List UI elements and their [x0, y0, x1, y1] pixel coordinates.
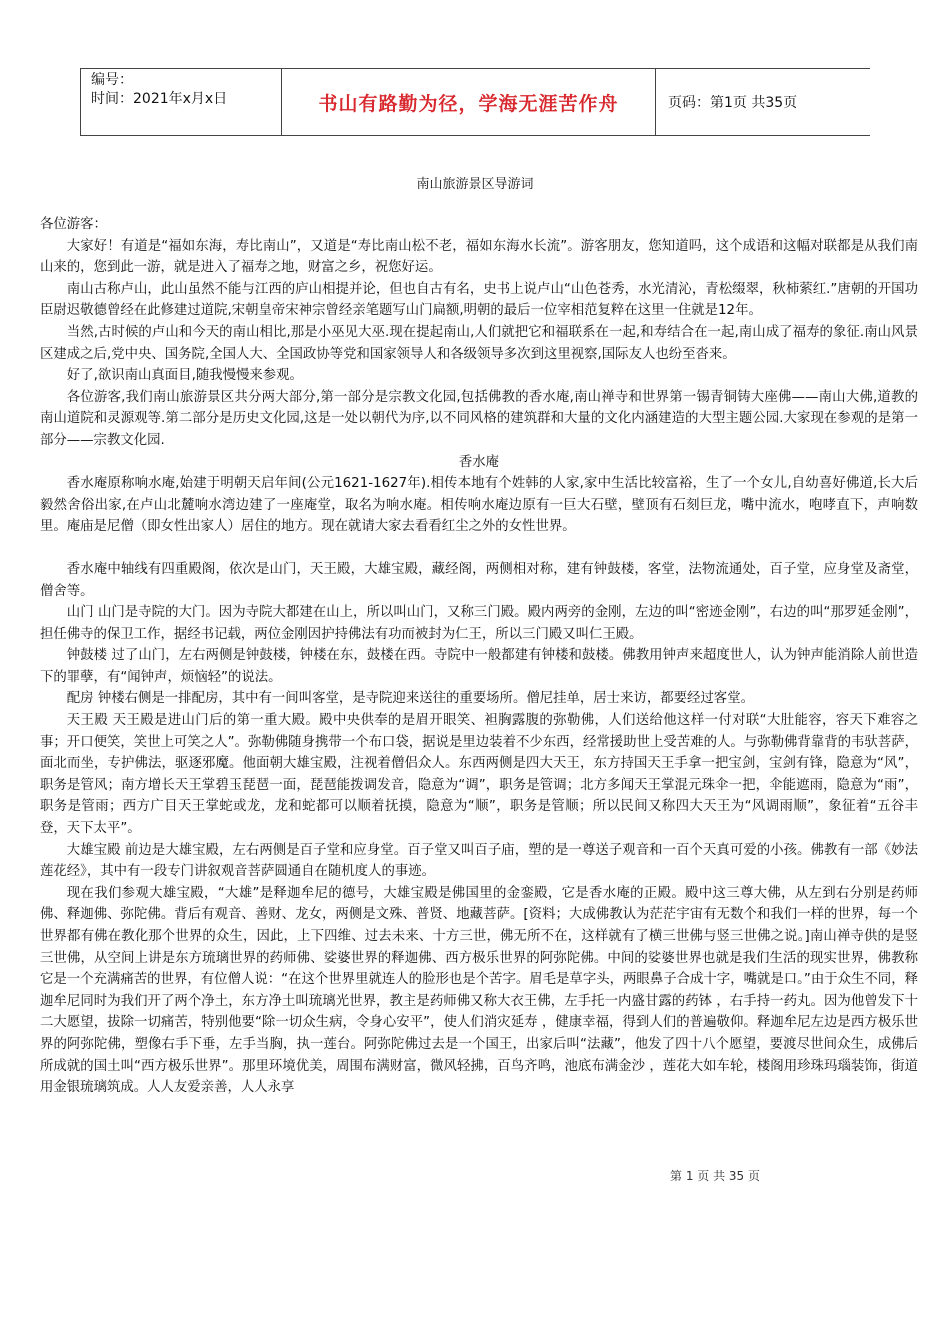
- paragraph: 山门 山门是寺院的大门。因为寺院大都建在山上，所以叫山门，又称三门殿。殿内两旁的金刚，左边的叫“密迹金刚”，右边的叫“那罗延金刚”，担任佛寺的保卫工作，据经书记载，两位金刚因护持佛法有功而被封为仁王，所以三门殿又叫仁王殿。: [40, 605, 918, 642]
- paragraph: 现在我们参观大雄宝殿，“大雄”是释迦牟尼的德号，大雄宝殿是佛国里的金銮殿，它是香水庵的正殿。殿中这三尊大佛，从左到右分别是药师佛、释迦佛、弥陀佛。背后有观音、善财、龙女，两侧是文殊、普贤、地藏菩萨。[资料；大成佛教认为茫茫宇宙有无数个和我们一样的世界，每一个世界都有佛在教化那个世界的众生，因此，上下四维、过去未来、十方三世，佛无所不在，这样就有了横三世佛与竖三世佛之说。]南山禅寺供的是竖三世佛，从空间上讲是东方琉璃世界的药师佛、娑婆世界的释迦佛、西方极乐世界的阿弥陀佛。中间的娑婆世界也就是我们生活的现实世界，佛教称它是一个充满痛苦的世界，有位僧人说：“在这个世界里就连人的脸形也是个苦字。眉毛是草字头，两眼鼻子合成十字，嘴就是口。”由于众生不同，释迦牟尼同时为我们开了两个净土，东方净土叫琉璃光世界，教主是药师佛又称大衣王佛，左手托一内盛甘露的药钵 ，右手持一药丸。因为他曾发下十二大愿望，拔除一切痛苦，特别他要“除一切众生病，令身心安平”，使人们消灾延寿 ，健康幸福，得到人们的普遍敬仰。释迦牟尼左边是西方极乐世界的阿弥陀佛，塑像右手下垂，左手当胸，执一莲台。阿弥陀佛过去是一个国王，出家后叫“法藏”，他发了四十八个愿望，要渡尽世间众生，成佛后所成就的国土叫“西方极乐世界”。那里环境优美，周围布满财富，微风轻拂，百鸟齐鸣，池底布满金沙 ，莲花大如车轮，楼阁用珍珠玛瑙装饰，街道用金银琉璃筑成。人人友爱亲善，人人永享: [40, 885, 918, 1096]
- header-meta-cell: [80, 69, 282, 135]
- page-overlay-mark: 第 1 页 共 35 页: [670, 1169, 760, 1183]
- paragraph: 香水庵原称响水庵,始建于明朝天启年间(公元1621-1627年).相传本地有个姓韩的人家,家中生活比较富裕，生了一个女儿,自幼喜好佛道,长大后毅然舍俗出家,在卢山北麓响水湾边建了一座庵堂，取名为响水庵。相传响水庵边原有一巨大石壁，壁顶有石刻巨龙，嘴中流水，咆哮直下，声响数里。庵庙是尼僧（即女性出家人）居住的地方。现在就请大家去看看红尘之外的女性世界。: [40, 476, 918, 535]
- paragraph: 好了,欲识南山真面目,随我慢慢来参观。: [66, 368, 303, 384]
- paragraph: 大雄宝殿 前边是大雄宝殿，左右两侧是百子堂和应身堂。百子堂又叫百子庙，塑的是一尊送子观音和一百个天真可爱的小孩。佛教有一部《妙法莲花经》，其中有一段专门讲叙观音菩萨圆通自在随机度人的事迹。: [40, 842, 918, 880]
- section-heading: 香水庵: [458, 454, 500, 470]
- paragraph: 钟鼓楼 过了山门，左右两侧是钟鼓楼，钟楼在东，鼓楼在西。寺院中一般都建有钟楼和鼓楼。佛教用钟声来超度世人，认为钟声能消除人前世造下的罪孽，有“闻钟声，烦恼轻”的说法。: [40, 648, 918, 685]
- date-line: 时间：2021年x月x日: [91, 91, 228, 107]
- motto: 书山有路勤为径，学海无涯苦作舟: [282, 69, 656, 135]
- header-table: [80, 68, 870, 136]
- paragraph: 各位游客,我们南山旅游景区共分两大部分,第一部分是宗教文化园,包括佛教的香水庵,南山禅寺和世界第一锡青铜铸大座佛——南山大佛,道教的南山道院和灵源观等.第二部分是历史文化园,这是一处以朝代为序,以不同风格的建筑群和大量的文化内涵建造的大型主题公园.大家现在参观的是第一部分——宗教文化园.: [40, 389, 918, 448]
- paragraph: 南山古称卢山，此山虽然不能与江西的庐山相提并论，但也自古有名，史书上说卢山“山色苍秀，水光清沁，青松缀翠，秋柿萦红.”唐朝的开国功臣尉迟敬德曾经在此修建过道院,宋朝皇帝宋神宗曾经亲笔题写山门扁额,明朝的最后一位宰相范复粹在这里一住就是12年。: [40, 281, 918, 319]
- paragraph: 大家好！有道是“福如东海，寿比南山”，又道是“寿比南山松不老，福如东海水长流”。游客朋友，您知道吗，这个成语和这幅对联都是从我们南山来的，您到此一游，就是进入了福寿之地，财富之乡，祝您好运。: [40, 238, 918, 276]
- paragraph: 当然,古时候的卢山和今天的南山相比,那是小巫见大巫.现在提起南山,人们就把它和福联系在一起,和寿结合在一起,南山成了福寿的象征.南山风景区建成之后,党中央、国务院,全国人大、全国政协等党和国家领导人和各级领导多次到这里视察,国际友人也纷至沓来。: [40, 324, 918, 362]
- document-body: [40, 214, 918, 1099]
- paragraph: 天王殿 天王殿是进山门后的第一重大殿。殿中央供奉的是眉开眼笑、袒胸露腹的弥勒佛，人们送给他这样一付对联“大肚能容，容天下难容之事；开口便笑，笑世上可笑之人”。弥勒佛随身携带一个布口袋，据说是里边装着不少东西，经常援助世上受苦难的人。与弥勒佛背靠背的韦驮菩萨，面北而坐，专护佛法，驱逐邪魔。他面朝大雄宝殿，注视着僧侣众人。东西两侧是四大天王，东方持国天王手拿一把宝剑，宝剑有锋，隐意为“风”，职务是管风；南方增长天王掌碧玉琵琶一面，琵琶能拨调发音，隐意为“调”，职务是管调；北方多闻天王掌混元珠伞一把，伞能遮雨，隐意为“雨”，职务是管雨；西方广目天王掌蛇或龙，龙和蛇都可以顺着抚摸，隐意为“顺”，职务是管顺；所以民间又称四大天王为“风调雨顺”，象征着“五谷丰登，天下太平”。: [40, 713, 918, 837]
- salutation: 各位游客：: [40, 217, 107, 232]
- number-label: 编号：: [91, 72, 133, 88]
- page-info: 页码：第1页 共35页: [668, 95, 798, 111]
- document-title: 南山旅游景区导游词: [416, 177, 534, 192]
- paragraph: 配房 钟楼右侧是一排配房，其中有一间叫客堂，是寺院迎来送往的重要场所。僧尼挂单，居士来访，都要经过客堂。: [66, 691, 754, 707]
- paragraph: 香水庵中轴线有四重殿阁，依次是山门，天王殿，大雄宝殿，藏经阁，两侧相对称，建有钟鼓楼，客堂，法物流通处，百子堂，应身堂及斋堂，僧舍等。: [40, 561, 918, 599]
